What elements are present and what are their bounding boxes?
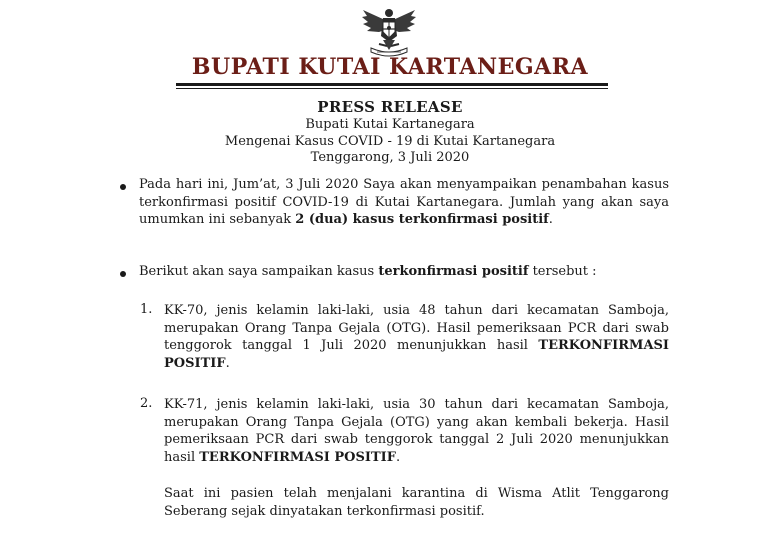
subtitle-line-1: Bupati Kutai Kartanegara <box>305 117 475 132</box>
case-paragraph-1: KK-70, jenis kelamin laki-laki, usia 48 tahun dari kecamatan Samboja, merupakan Orang Tanpa Gejala (OTG). Hasil pemeriksaan PCR dari swab tenggorok tanggal 1 Juli 2020 menunjukkan hasil TERKONFIRMASI POSITIF. <box>164 303 669 371</box>
case-paragraph-2: KK-71, jenis kelamin laki-laki, usia 30 tahun dari kecamatan Samboja, merupakan Orang Tanpa Gejala (OTG) yang akan kembali bekerja. Hasil pemeriksaan PCR dari swab tenggorok tanggal 2 Juli 2020 menunjukkan hasil TERKONFIRMASI POSITIF. <box>164 397 669 465</box>
case-2-result: TERKONFIRMASI POSITIF <box>199 449 396 465</box>
case-number-2: 2. <box>140 396 153 411</box>
bullet-dot <box>120 271 126 277</box>
press-release-heading: PRESS RELEASE <box>317 98 463 116</box>
letterhead-title: BUPATI KUTAI KARTANEGARA <box>191 54 589 80</box>
garuda-pancasila-emblem-icon <box>359 6 419 58</box>
bold-confirmed-positive: terkonfirmasi positif <box>378 264 529 279</box>
letterhead-rule-thick <box>176 83 608 86</box>
bullet-dot <box>120 184 126 190</box>
letterhead-rule-thin <box>176 88 608 89</box>
bullet-paragraph-1: Pada hari ini, Jum’at, 3 Juli 2020 Saya akan menyampaikan penambahan kasus terkonfirmasi positif COVID-19 di Kutai Kartanegara. Jumlah yang akan saya umumkan ini sebanyak 2 (dua) kasus terkonfirmasi positif. <box>139 177 669 227</box>
case-1-result: TERKONFIRMASI POSITIF <box>164 338 669 371</box>
bullet-paragraph-2: Berikut akan saya sampaikan kasus terkonfirmasi positif tersebut : <box>139 264 597 279</box>
bold-case-count: 2 (dua) kasus terkonfirmasi positif <box>295 212 549 227</box>
subtitle-line-3: Tenggarong, 3 Juli 2020 <box>310 150 470 165</box>
case-number-1: 1. <box>140 302 153 317</box>
subtitle-line-2: Mengenai Kasus COVID - 19 di Kutai Kartanegara <box>224 134 556 149</box>
closing-paragraph: Saat ini pasien telah menjalani karantina di Wisma Atlit Tenggarong Seberang sejak dinyatakan terkonfirmasi positif. <box>164 486 669 519</box>
